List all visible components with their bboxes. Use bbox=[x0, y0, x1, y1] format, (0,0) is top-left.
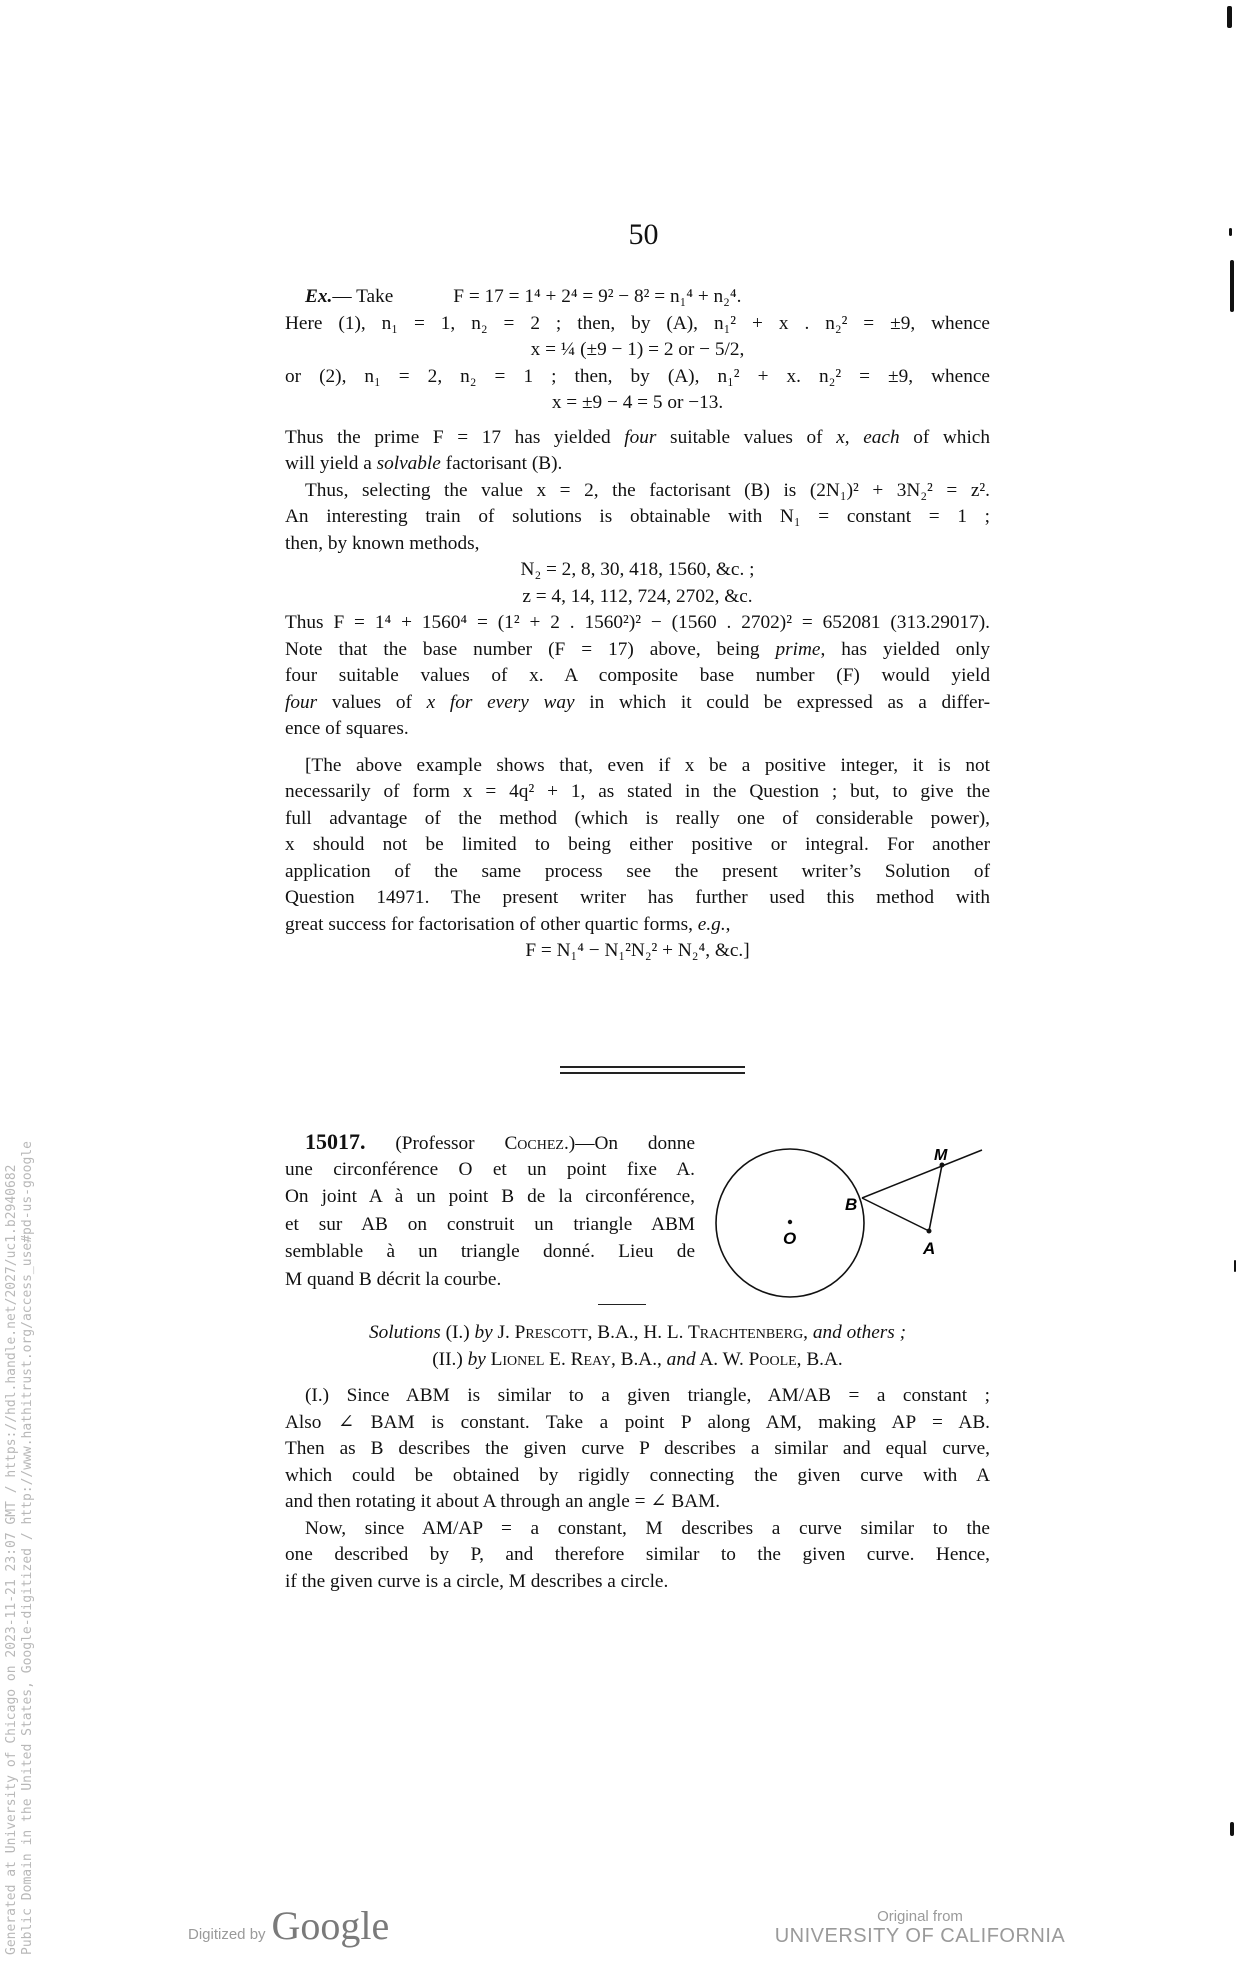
scan-mark bbox=[1227, 6, 1232, 28]
bracket-paragraph-line: necessarily of form x = 4q² + 1, as stated in the Question ; but, to give the bbox=[285, 781, 990, 802]
point-a bbox=[927, 1229, 932, 1234]
scan-mark bbox=[1230, 1822, 1234, 1836]
quartic-formula: F = N₁⁴ − N₁²N₂² + N₂⁴, &c.] bbox=[525, 940, 750, 961]
paragraph-line: An interesting train of solutions is obtainable with N₁ = constant = 1 ; bbox=[285, 506, 990, 527]
scan-mark bbox=[1230, 260, 1234, 312]
line-ma bbox=[929, 1165, 942, 1231]
solution-line: (I.) Since ABM is similar to a given triangle, AM/AB = a constant ; bbox=[305, 1385, 990, 1406]
line-bm bbox=[862, 1150, 982, 1198]
paragraph-line: Note that the base number (F = 17) above, being prime, has yielded only bbox=[285, 638, 990, 660]
bracket-paragraph-line: great success for factorisation of other quartic forms, e.g., bbox=[285, 913, 731, 935]
paragraph-line: ence of squares. bbox=[285, 718, 409, 739]
label-m: M bbox=[934, 1147, 948, 1164]
paragraph-line: Thus the prime F = 17 has yielded four suitable values of x, each of which bbox=[285, 426, 990, 448]
paragraph-line: Thus, selecting the value x = 2, the factorisant (B) is (2N₁)² + 3N₂² = z². bbox=[305, 479, 990, 501]
question-line: et sur AB on construit un triangle ABM bbox=[285, 1213, 695, 1235]
solutions-attribution-two: (II.) by Lionel E. Reay, B.A., and A. W. Poole, B.A. bbox=[432, 1348, 843, 1370]
line-ba bbox=[862, 1198, 929, 1231]
n2-series: N₂ = 2, 8, 30, 418, 1560, &c. ; bbox=[520, 559, 755, 580]
paragraph-line: four suitable values of x. A composite base number (F) would yield bbox=[285, 665, 990, 686]
scan-mark bbox=[1229, 228, 1232, 236]
label-a: A bbox=[923, 1239, 936, 1258]
question-line: 15017. (Professor Cochez.)—On donne bbox=[305, 1129, 696, 1154]
question-line: une circonférence O et un point fixe A. bbox=[285, 1158, 695, 1180]
question-line: M quand B décrit la courbe. bbox=[285, 1268, 502, 1290]
question-line: On joint A à un point B de la circonférence, bbox=[285, 1186, 695, 1207]
example-header bbox=[285, 284, 990, 311]
solution-line: Also ∠ BAM is constant. Take a point P along AM, making AP = AB. bbox=[285, 1411, 990, 1433]
bracket-paragraph-line: [The above example shows that, even if x be a positive integer, it is not bbox=[305, 754, 990, 776]
digitized-by-google bbox=[188, 1902, 389, 1949]
solutions-attribution-one: Solutions (I.) by J. Prescott, B.A., H. L. Trachtenberg, and others ; bbox=[368, 1322, 907, 1343]
solutions-block bbox=[285, 1320, 990, 1595]
label-o: O bbox=[783, 1229, 797, 1248]
solution-line: if the given curve is a circle, M describes a circle. bbox=[285, 1570, 669, 1592]
solution-line: Then as B describes the given curve P describes a similar and equal curve, bbox=[285, 1438, 990, 1459]
digitized-by-text: Digitized by bbox=[188, 1926, 266, 1943]
x-solution-two: x = ±9 − 4 = 5 or −13. bbox=[551, 392, 724, 413]
page-number: 50 bbox=[628, 218, 659, 251]
factorisation-result: Thus F = 1⁴ + 1560⁴ = (1² + 2 . 1560²)² − (1560 . 2702)² = 652081 (313.29017). bbox=[285, 612, 990, 633]
take-text: — Take bbox=[332, 286, 394, 307]
center-point-o bbox=[788, 1220, 792, 1224]
case-one-line: Here (1), n₁ = 1, n₂ = 2 ; then, by (A), n₁² + x . n₂² = ±9, whence bbox=[285, 312, 990, 334]
section-separator bbox=[560, 1066, 745, 1074]
solution-line: Now, since AM/AP = a constant, M describes a curve similar to the bbox=[305, 1517, 990, 1539]
z-series: z = 4, 14, 112, 724, 2702, &c. bbox=[522, 585, 753, 607]
solution-line: one described by P, and therefore similar to the given curve. Hence, bbox=[285, 1544, 990, 1565]
paragraph-line: then, by known methods, bbox=[285, 532, 480, 554]
case-two-line: or (2), n₁ = 2, n₂ = 1 ; then, by (A), n₁² + x. n₂² = ±9, whence bbox=[285, 365, 990, 387]
university-name: UNIVERSITY OF CALIFORNIA bbox=[774, 1925, 1066, 1947]
scan-mark bbox=[1234, 1260, 1236, 1272]
x-solution-one: x = ¼ (±9 − 1) = 2 or − 5/2, bbox=[530, 339, 745, 360]
watermark-line-1: Generated at University of Chicago on 2023-11-21 23:07 GMT / https://hdl.handle.net/2027/uc1.b2940682 bbox=[4, 1164, 19, 1955]
bracket-paragraph-line: application of the same process see the present writer’s Solution of bbox=[285, 860, 990, 882]
solution-line: and then rotating it about A through an angle = ∠ BAM. bbox=[285, 1491, 721, 1512]
question-number: 15017. bbox=[305, 1129, 366, 1154]
original-from bbox=[760, 1908, 1080, 1948]
solution-line: which could be obtained by rigidly connecting the given curve with A bbox=[285, 1464, 990, 1486]
bracket-paragraph-line: full advantage of the method (which is really one of considerable power), bbox=[285, 807, 990, 829]
original-from-text: Original from bbox=[877, 1908, 963, 1925]
question-author: Cochez bbox=[504, 1133, 564, 1154]
paragraph-line: will yield a solvable factorisant (B). bbox=[285, 453, 563, 474]
watermark-line-2: Public Domain in the United States, Google-digitized / http://www.hathitrust.org/access_use#pd-us-google bbox=[20, 1141, 35, 1955]
label-b: B bbox=[845, 1195, 858, 1214]
circle-triangle-diagram bbox=[710, 1130, 990, 1310]
bracket-paragraph-line: Question 14971. The present writer has further used this method with bbox=[285, 887, 990, 908]
example-label: Ex. bbox=[305, 286, 333, 307]
equation-f17: F = 17 = 1⁴ + 2⁴ = 9² − 8² = n₁⁴ + n₂⁴. bbox=[453, 286, 742, 307]
example-block bbox=[285, 284, 990, 965]
short-separator bbox=[598, 1304, 646, 1305]
paragraph-line: four values of x for every way in which it could be expressed as a differ- bbox=[285, 691, 990, 713]
question-15017 bbox=[285, 1128, 695, 1293]
google-logo: Google bbox=[271, 1903, 390, 1948]
bracket-paragraph-line: x should not be limited to being either positive or integral. For another bbox=[285, 834, 990, 855]
question-line: semblable à un triangle donné. Lieu de bbox=[285, 1241, 695, 1262]
